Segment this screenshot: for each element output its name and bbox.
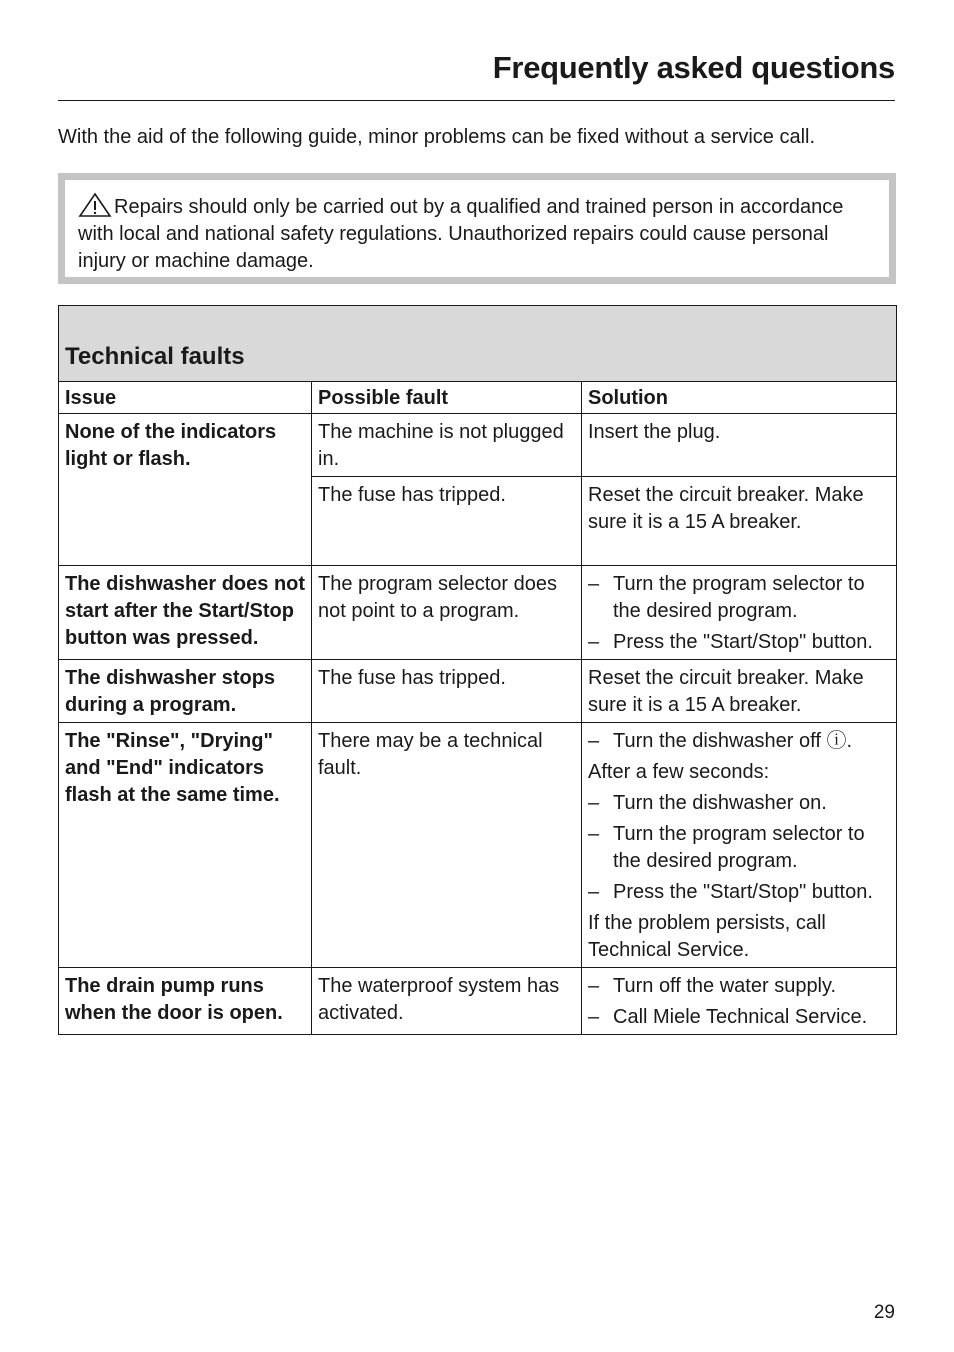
solution-bullet bbox=[588, 821, 891, 875]
bullet-text: Turn the dishwasher on. bbox=[613, 792, 827, 814]
bullet-dash: – bbox=[588, 975, 600, 997]
bullet-dash: – bbox=[588, 631, 600, 653]
table-row bbox=[59, 414, 897, 477]
solution-bullet bbox=[588, 1004, 891, 1031]
warning-text: Repairs should only be carried out by a qualified and trained person in accordance with local and national safety regulations. Unauthorized repairs could cause personal injury or machine damage. bbox=[78, 196, 844, 272]
bullet-text: Press the "Start/Stop" button. bbox=[613, 881, 873, 903]
table-row bbox=[59, 968, 897, 1035]
solution-bullet bbox=[588, 629, 891, 656]
page-number: 29 bbox=[873, 1302, 895, 1323]
solution-bullet bbox=[588, 973, 891, 1000]
solution-bullet bbox=[588, 728, 891, 755]
solution-cell: Insert the plug. bbox=[582, 414, 897, 477]
column-header-issue: Issue bbox=[59, 382, 312, 414]
warning-text-block bbox=[78, 192, 878, 275]
column-header-row bbox=[59, 382, 897, 414]
solution-cell bbox=[582, 968, 897, 1035]
solution-bullet bbox=[588, 790, 891, 817]
solution-bullet bbox=[588, 571, 891, 625]
bullet-text: Turn the program selector to the desired program. bbox=[613, 823, 865, 872]
warning-triangle-icon bbox=[78, 192, 112, 218]
table-row bbox=[59, 566, 897, 660]
section-title: Technical faults bbox=[59, 306, 897, 382]
fault-cell: The fuse has tripped. bbox=[312, 477, 582, 566]
issue-cell: The drain pump runs when the door is open. bbox=[59, 968, 312, 1035]
solution-cell bbox=[582, 566, 897, 660]
column-header-solution: Solution bbox=[582, 382, 897, 414]
solution-bullet bbox=[588, 879, 891, 906]
bullet-text: Call Miele Technical Service. bbox=[613, 1006, 868, 1028]
fault-cell: The waterproof system has activated. bbox=[312, 968, 582, 1035]
solution-cell: Reset the circuit breaker. Make sure it is a 15 A breaker. bbox=[582, 660, 897, 723]
issue-cell: The dishwasher stops during a program. bbox=[59, 660, 312, 723]
bullet-text: Turn the dishwasher off ⓘ. bbox=[613, 730, 853, 752]
bullet-dash: – bbox=[588, 573, 600, 595]
bullet-dash: – bbox=[588, 881, 600, 903]
issue-cell: The "Rinse", "Drying" and "End" indicators flash at the same time. bbox=[59, 723, 312, 968]
fault-cell: The fuse has tripped. bbox=[312, 660, 582, 723]
solution-note: After a few seconds: bbox=[588, 761, 770, 783]
solution-cell: Reset the circuit breaker. Make sure it is a 15 A breaker. bbox=[582, 477, 897, 566]
page-title: Frequently asked questions bbox=[492, 50, 895, 85]
table-row bbox=[59, 660, 897, 723]
bullet-dash: – bbox=[588, 730, 600, 752]
section-header-row bbox=[59, 306, 897, 382]
issue-cell: The dishwasher does not start after the Start/Stop button was pressed. bbox=[59, 566, 312, 660]
technical-faults-table bbox=[58, 305, 897, 1035]
fault-cell: There may be a technical fault. bbox=[312, 723, 582, 968]
intro-text: With the aid of the following guide, minor problems can be fixed without a service call. bbox=[58, 126, 816, 148]
solution-cell bbox=[582, 723, 897, 968]
column-header-fault: Possible fault bbox=[312, 382, 582, 414]
bullet-dash: – bbox=[588, 823, 600, 845]
bullet-text: Press the "Start/Stop" button. bbox=[613, 631, 873, 653]
fault-cell: The machine is not plugged in. bbox=[312, 414, 582, 477]
bullet-text: Turn the program selector to the desired program. bbox=[613, 573, 865, 622]
bullet-text: Turn off the water supply. bbox=[613, 975, 837, 997]
table-row bbox=[59, 723, 897, 968]
issue-cell: None of the indicators light or flash. bbox=[59, 414, 312, 566]
title-divider bbox=[58, 100, 895, 101]
bullet-dash: – bbox=[588, 792, 600, 814]
warning-box bbox=[58, 173, 896, 284]
fault-cell: The program selector does not point to a program. bbox=[312, 566, 582, 660]
bullet-dash: – bbox=[588, 1006, 600, 1028]
solution-note: If the problem persists, call Technical Service. bbox=[588, 912, 826, 961]
